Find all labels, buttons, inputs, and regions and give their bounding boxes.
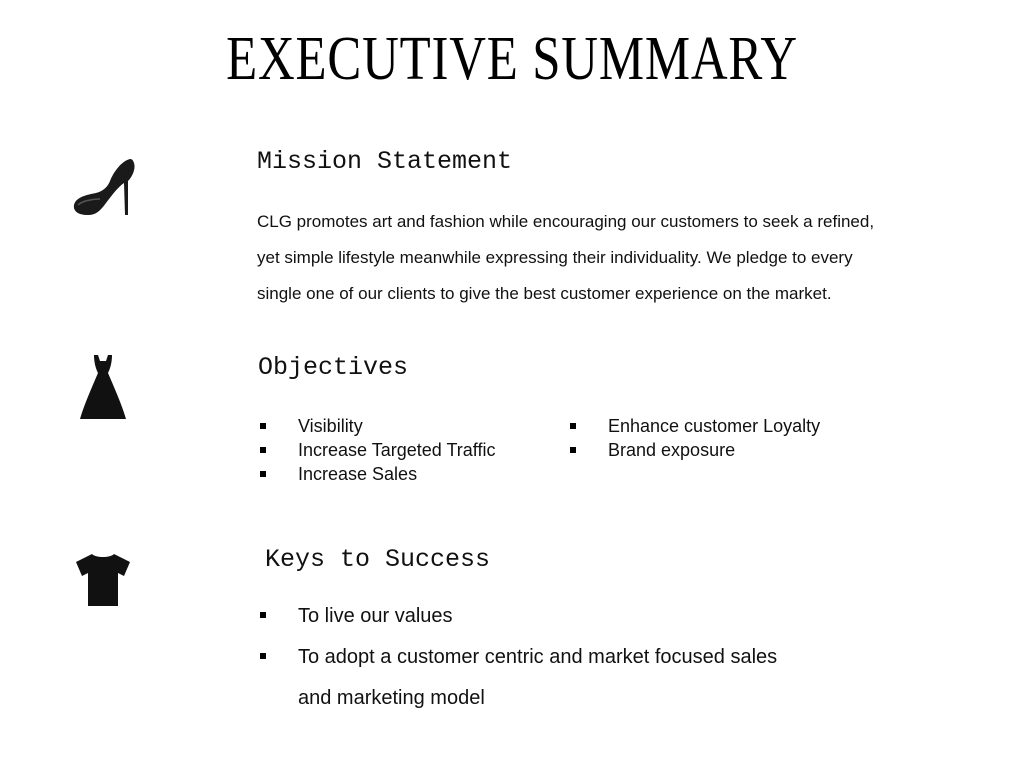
- list-item-text: and marketing model: [298, 687, 485, 709]
- dress-icon: [78, 353, 128, 421]
- list-item: Increase Targeted Traffic: [258, 438, 495, 462]
- objectives-list-right: [568, 414, 820, 462]
- t-shirt-icon: [74, 552, 132, 608]
- high-heel-icon: [70, 155, 138, 221]
- list-item: [258, 596, 777, 637]
- objectives-list-left: [258, 414, 495, 486]
- list-item-text: To live our values: [298, 605, 453, 627]
- mission-paragraph: [257, 204, 937, 312]
- list-item-text: To adopt a customer centric and market focused sales: [298, 646, 778, 668]
- list-item: Enhance customer Loyalty: [568, 414, 820, 438]
- keys-list: [258, 596, 777, 719]
- list-item: Brand exposure: [568, 438, 820, 462]
- list-item: Increase Sales: [258, 462, 495, 486]
- objectives-heading: Objectives: [258, 353, 409, 382]
- mission-line: single one of our clients to give the best customer experience on the market.: [257, 284, 832, 303]
- page-title: EXECUTIVE SUMMARY: [226, 25, 798, 93]
- keys-heading: Keys to Success: [265, 545, 491, 574]
- mission-line: CLG promotes art and fashion while encouraging our customers to seek a refined,: [257, 212, 875, 231]
- list-item: [258, 637, 777, 719]
- mission-line: yet simple lifestyle meanwhile expressing their individuality. We pledge to every: [257, 248, 853, 267]
- list-item: Visibility: [258, 414, 495, 438]
- mission-heading: Mission Statement: [257, 147, 513, 176]
